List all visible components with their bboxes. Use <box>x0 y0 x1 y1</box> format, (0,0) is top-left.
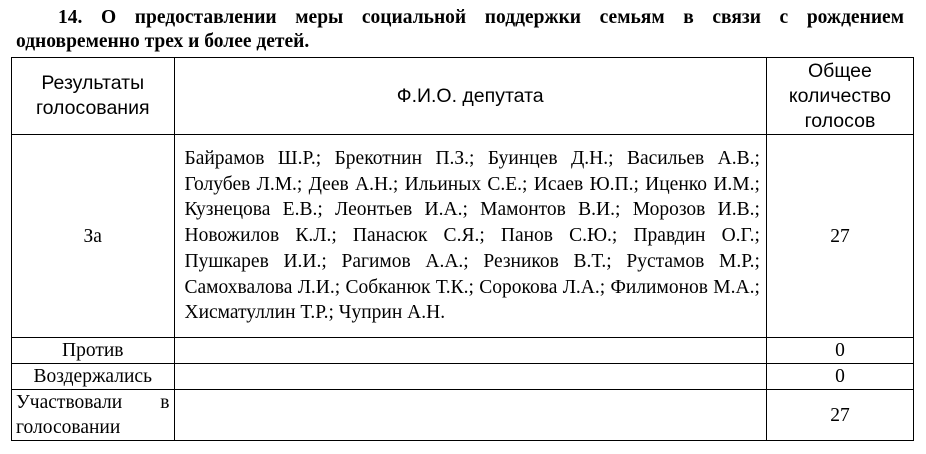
deputies-list-against <box>174 338 766 364</box>
deputies-list-participated <box>174 390 766 441</box>
row-label-abstained: Воздержались <box>12 364 175 390</box>
heading-line-2: одновременно трех и более детей. <box>16 31 310 52</box>
table-header-row <box>12 58 914 135</box>
row-label-for: За <box>12 135 175 338</box>
agenda-item-heading <box>16 6 904 54</box>
vote-count-abstained: 0 <box>766 364 913 390</box>
deputies-list-for: Байрамов Ш.Р.; Брекотнин П.З.; Буинцев Д.Н.; Васильев А.В.; Голубев Л.М.; Деев А.Н.; Ильиных С.Е.; Исаев Ю.П.; Иценко И.М.; Кузнецова Е.В.; Леонтьев И.А.; Мамонтов В.И.; Морозов И.В.; Новожилов К.Л.; Панасюк С.Я.; Панов С.Ю.; Правдин О.Г.; Пушкарев И.И.; Рагимов А.А.; Резников В.Т.; Рустамов М.Р.; Самохвалова Л.И.; Собканюк Т.К.; Сорокова Л.А.; Филимонов М.А.; Хисматуллин Т.Р.; Чуприн А.Н. <box>174 135 766 338</box>
voting-results-table <box>11 57 914 441</box>
vote-count-participated: 27 <box>766 390 913 441</box>
header-total-votes: Общее количество голосов <box>766 58 913 135</box>
header-results: Результаты голосования <box>12 58 175 135</box>
heading-line-1: 14. О предоставлении меры социальной поддержки семьям в связи с рождением <box>58 7 904 28</box>
header-deputy-name: Ф.И.О. депутата <box>174 58 766 135</box>
row-label-participated: Участвовали в голосовании <box>12 390 175 441</box>
table-row-against <box>12 338 914 364</box>
vote-count-for: 27 <box>766 135 913 338</box>
row-label-against: Против <box>12 338 175 364</box>
table-row-abstained <box>12 364 914 390</box>
table-row-for <box>12 135 914 338</box>
vote-count-against: 0 <box>766 338 913 364</box>
deputies-list-abstained <box>174 364 766 390</box>
table-row-participated <box>12 390 914 441</box>
